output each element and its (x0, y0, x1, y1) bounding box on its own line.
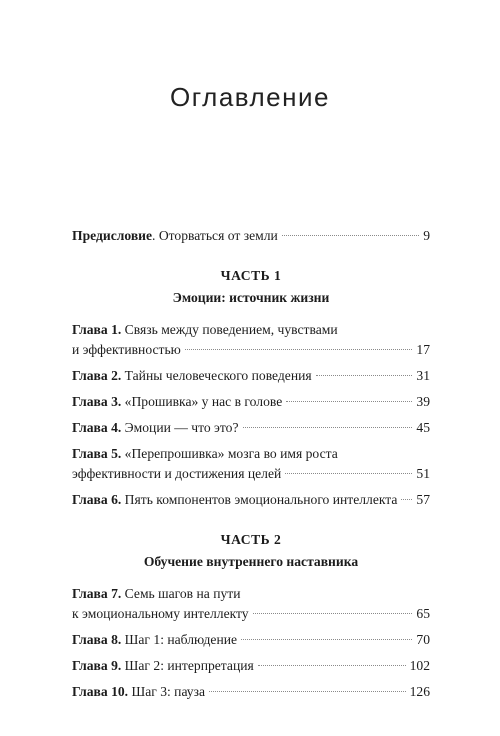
dot-leader (282, 235, 419, 236)
toc-entry-preface[interactable] (72, 227, 430, 245)
chapter-title: Шаг 2: интерпретация (121, 658, 254, 673)
dot-leader (286, 401, 412, 402)
chapter-title: Семь шагов на пути (121, 586, 241, 601)
chapter-title-continued: эффективности и достижения целей (72, 466, 282, 481)
chapter-label: Глава 10. (72, 684, 129, 699)
toc-entry-chapter-10[interactable] (72, 683, 430, 701)
chapter-label: Глава 4. (72, 420, 122, 435)
toc-entry-chapter-5[interactable] (72, 445, 430, 483)
dot-leader (401, 499, 412, 500)
chapter-label: Глава 5. (72, 446, 122, 461)
page-number: 57 (416, 492, 430, 507)
dot-leader (285, 473, 412, 474)
toc-entry-chapter-9[interactable] (72, 657, 430, 675)
chapter-label: Глава 7. (72, 586, 122, 601)
dot-leader (316, 375, 413, 376)
preface-label: Предисловие (72, 228, 153, 243)
part-label: ЧАСТЬ 1 (220, 268, 282, 283)
part-label: ЧАСТЬ 2 (220, 532, 282, 547)
page-number: 39 (416, 394, 430, 409)
dot-leader (258, 665, 406, 666)
toc-entry-chapter-4[interactable] (72, 419, 430, 437)
table-of-contents (72, 227, 430, 709)
toc-entry-chapter-3[interactable] (72, 393, 430, 411)
part-subtitle: Эмоции: источник жизни (172, 290, 330, 305)
chapter-label: Глава 9. (72, 658, 122, 673)
chapter-title: Шаг 1: наблюдение (121, 632, 238, 647)
chapter-label: Глава 6. (72, 492, 122, 507)
page-title: Оглавление (170, 82, 330, 112)
page-number: 51 (416, 466, 430, 481)
chapter-label: Глава 3. (72, 394, 122, 409)
dot-leader (253, 613, 413, 614)
part-heading (72, 531, 430, 571)
dot-leader (243, 427, 413, 428)
chapter-title: Эмоции — что это? (121, 420, 239, 435)
chapter-title-continued: и эффективностью (72, 342, 181, 357)
preface-subtitle: . Оторваться от земли (152, 228, 278, 243)
page-number: 9 (423, 228, 430, 243)
page-number: 31 (416, 368, 430, 383)
toc-entry-chapter-2[interactable] (72, 367, 430, 385)
page-number: 65 (416, 606, 430, 621)
dot-leader (185, 349, 413, 350)
page-number: 45 (416, 420, 430, 435)
chapter-label: Глава 8. (72, 632, 122, 647)
page-number: 102 (409, 658, 430, 673)
part-subtitle: Обучение внутреннего наставника (143, 554, 359, 569)
preface-title (72, 227, 278, 245)
page-number: 70 (416, 632, 430, 647)
part-heading (72, 267, 430, 307)
chapter-title: «Прошивка» у нас в голове (121, 394, 283, 409)
chapter-label: Глава 1. (72, 322, 122, 337)
chapter-title: «Перепрошивка» мозга во имя роста (121, 446, 338, 461)
page-number: 126 (409, 684, 430, 699)
chapter-title: Связь между поведением, чувствами (121, 322, 338, 337)
chapter-title: Шаг 3: пауза (128, 684, 205, 699)
dot-leader (241, 639, 412, 640)
toc-entry-chapter-1[interactable] (72, 321, 430, 359)
page-number: 17 (416, 342, 430, 357)
chapter-title: Тайны человеческого поведения (121, 368, 312, 383)
toc-entry-chapter-6[interactable] (72, 491, 430, 509)
chapter-label: Глава 2. (72, 368, 122, 383)
toc-entry-chapter-8[interactable] (72, 631, 430, 649)
chapter-title: Пять компонентов эмоционального интеллекта (121, 492, 398, 507)
chapter-title-continued: к эмоциональному интеллекту (72, 606, 249, 621)
dot-leader (209, 691, 406, 692)
toc-entry-chapter-7[interactable] (72, 585, 430, 623)
